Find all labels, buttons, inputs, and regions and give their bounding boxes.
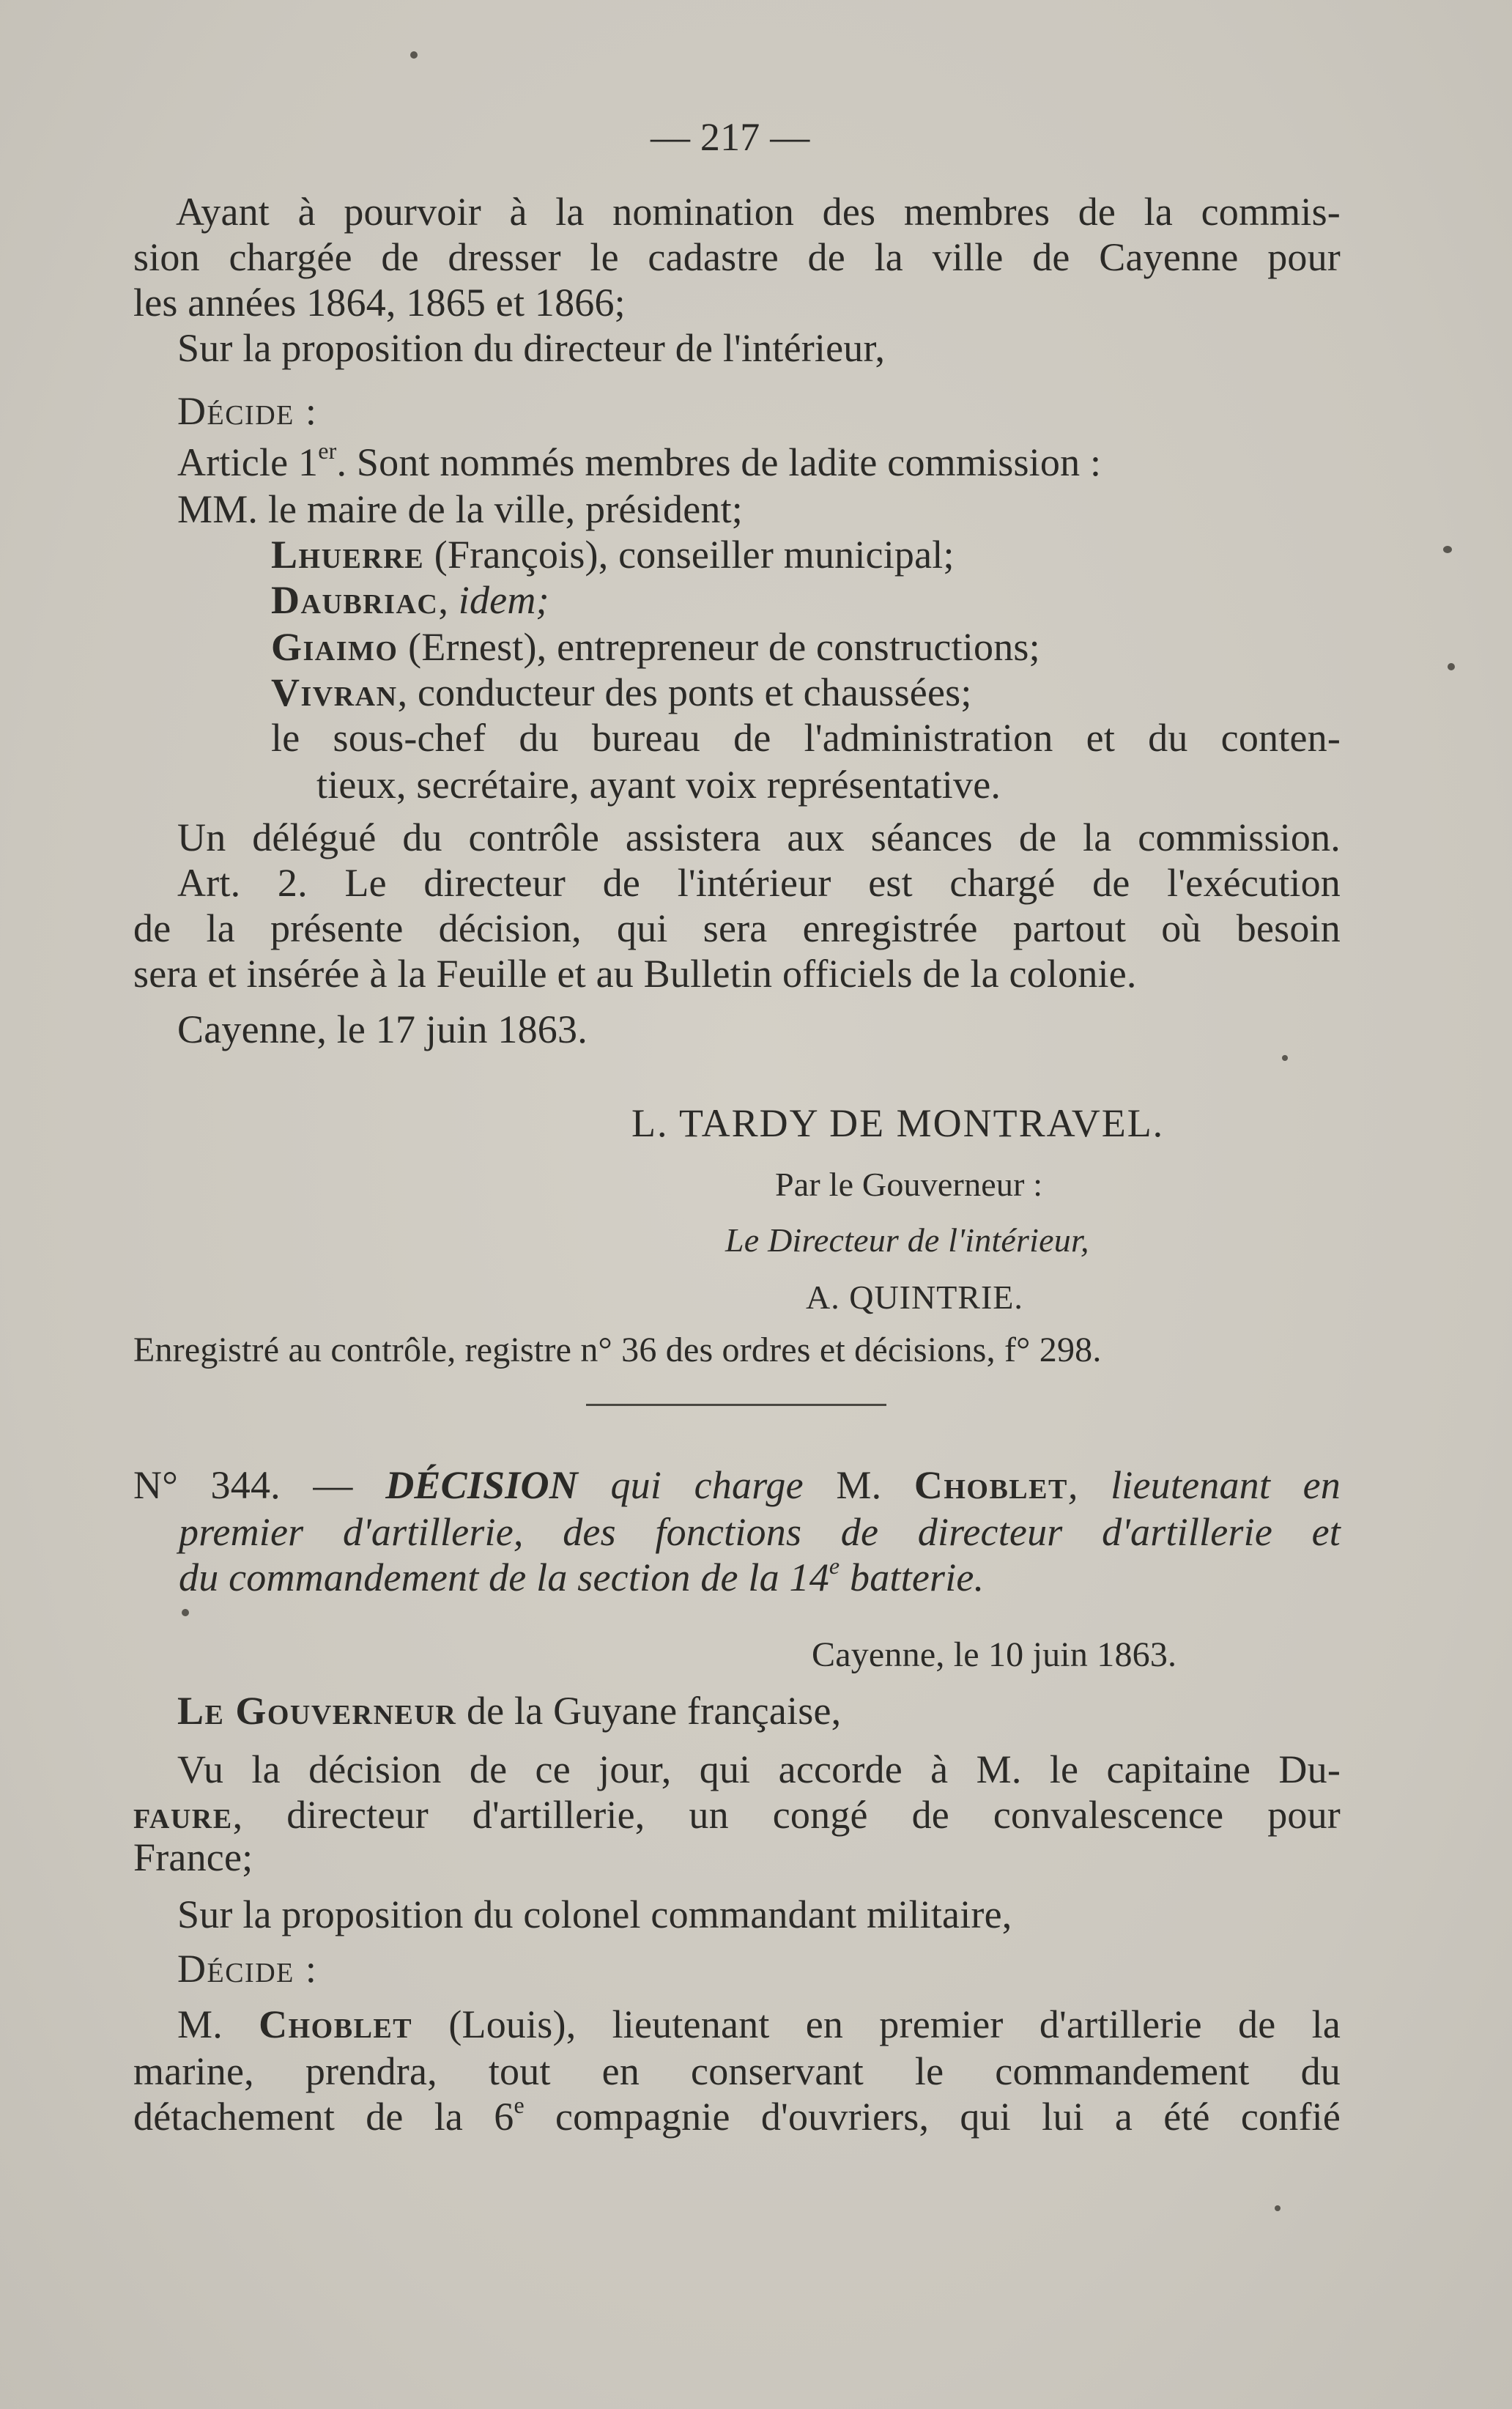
delegate-line: Un délégué du contrôle assistera aux séances de la commission.	[177, 815, 1341, 859]
place-date: Cayenne, le 10 juin 1863.	[812, 1635, 1177, 1674]
vu-line: Vu la décision de ce jour, qui accorde à M. le capitaine Du-	[177, 1747, 1341, 1791]
place-date: Cayenne, le 17 juin 1863.	[177, 1007, 588, 1051]
body-text: M.	[177, 2002, 259, 2046]
member-italic: idem;	[458, 578, 549, 622]
heading-text: qui charge	[577, 1463, 837, 1507]
member-line: le sous-chef du bureau de l'administration et du conten-	[271, 716, 1341, 760]
scan-speck	[1448, 663, 1455, 670]
scan-speck	[182, 1609, 189, 1616]
article-2-line: sera et insérée à la Feuille et au Bulletin officiels de la colonie.	[133, 952, 1137, 996]
article-2-line: Art. 2. Le directeur de l'intérieur est chargé de l'exécution	[177, 861, 1341, 905]
article-1-sup: er	[318, 437, 337, 464]
body-line: marine, prendra, tout en conservant le commandement du	[133, 2049, 1341, 2093]
body-line	[133, 2094, 1341, 2139]
member-text: (Ernest), entrepreneur de constructions;	[398, 625, 1040, 669]
member-line	[271, 532, 955, 577]
heading-text: M.	[836, 1463, 914, 1507]
member-name: Daubriac	[271, 578, 439, 622]
gouverneur-line	[177, 1688, 841, 1733]
scan-speck	[410, 51, 418, 59]
vu-text: , directeur d'artillerie, un congé de convalescence pour	[232, 1793, 1341, 1837]
paragraph-line: Ayant à pourvoir à la nomination des membres de la commis-	[176, 190, 1341, 234]
body-text: détachement de la 6	[133, 2095, 514, 2139]
member-line	[177, 486, 743, 532]
gouverneur-text: de la Guyane française,	[456, 1689, 842, 1733]
decision-title-word: DÉCISION	[385, 1463, 578, 1507]
page-number: — 217 —	[651, 115, 810, 159]
scan-speck	[1443, 546, 1452, 553]
section-divider	[586, 1404, 886, 1406]
heading-text: , lieutenant en	[1067, 1463, 1341, 1507]
article-1-text: . Sont nommés membres de ladite commission :	[336, 440, 1102, 484]
decide-heading: Décide :	[177, 1947, 318, 1991]
scan-speck	[1282, 1055, 1288, 1061]
member-text: , conducteur des ponts et chaussées;	[397, 670, 972, 714]
member-name: Giaimo	[271, 625, 399, 669]
name-text: faure	[133, 1793, 233, 1837]
member-line	[271, 624, 1040, 670]
signature-governor: L. TARDY DE MONTRAVEL.	[631, 1101, 1165, 1145]
paragraph-line: sion chargée de dresser le cadastre de la ville de Cayenne pour	[133, 235, 1341, 279]
heading-name: Choblet	[914, 1463, 1068, 1507]
member-line	[271, 577, 549, 623]
member-text: MM. le maire de la ville, président;	[177, 487, 743, 531]
member-name: Lhuerre	[271, 533, 425, 577]
heading-sup: e	[829, 1553, 840, 1579]
article-1-prefix: Article 1	[177, 440, 319, 484]
article-2-line: de la présente décision, qui sera enregistrée partout où besoin	[133, 906, 1341, 950]
directeur-title: Le Directeur de l'intérieur,	[725, 1221, 1089, 1259]
decision-heading-line: premier d'artillerie, des fonctions de directeur d'artillerie et	[179, 1510, 1341, 1554]
par-le-gouverneur: Par le Gouverneur :	[775, 1166, 1043, 1203]
member-name: Vivran	[271, 670, 398, 714]
decision-dash: —	[280, 1463, 386, 1507]
paragraph-line: Sur la proposition du directeur de l'intérieur,	[177, 326, 886, 370]
vu-line: France;	[133, 1835, 253, 1879]
member-text: ,	[438, 578, 459, 622]
gouverneur-title: Le Gouverneur	[177, 1689, 457, 1733]
scan-speck	[1275, 2205, 1281, 2211]
body-text: (Louis), lieutenant en premier d'artillerie de la	[412, 2002, 1341, 2046]
member-text: (François), conseiller municipal;	[424, 533, 955, 577]
decision-heading	[133, 1462, 1341, 1508]
member-line	[271, 670, 972, 715]
body-text: compagnie d'ouvriers, qui lui a été confié	[524, 2095, 1341, 2139]
member-line: tieux, secrétaire, ayant voix représentative.	[316, 763, 1001, 807]
body-line	[177, 2002, 1341, 2047]
sur-line: Sur la proposition du colonel commandant militaire,	[177, 1892, 1012, 1936]
signature-quintrie: A. QUINTRIE.	[806, 1278, 1023, 1316]
heading-text: du commandement de la section de la 14	[179, 1555, 829, 1599]
vu-line	[133, 1792, 1341, 1838]
registration-note: Enregistré au contrôle, registre n° 36 des ordres et décisions, f° 298.	[133, 1331, 1102, 1369]
decision-number: N° 344.	[133, 1463, 281, 1507]
body-sup: e	[514, 2092, 525, 2118]
name-text: Choblet	[259, 2002, 413, 2046]
decision-heading-line	[179, 1555, 984, 1600]
decide-heading: Décide :	[177, 389, 318, 433]
paragraph-line: les années 1864, 1865 et 1866;	[133, 281, 626, 325]
heading-text: batterie.	[840, 1555, 985, 1599]
article-1	[177, 437, 1102, 485]
